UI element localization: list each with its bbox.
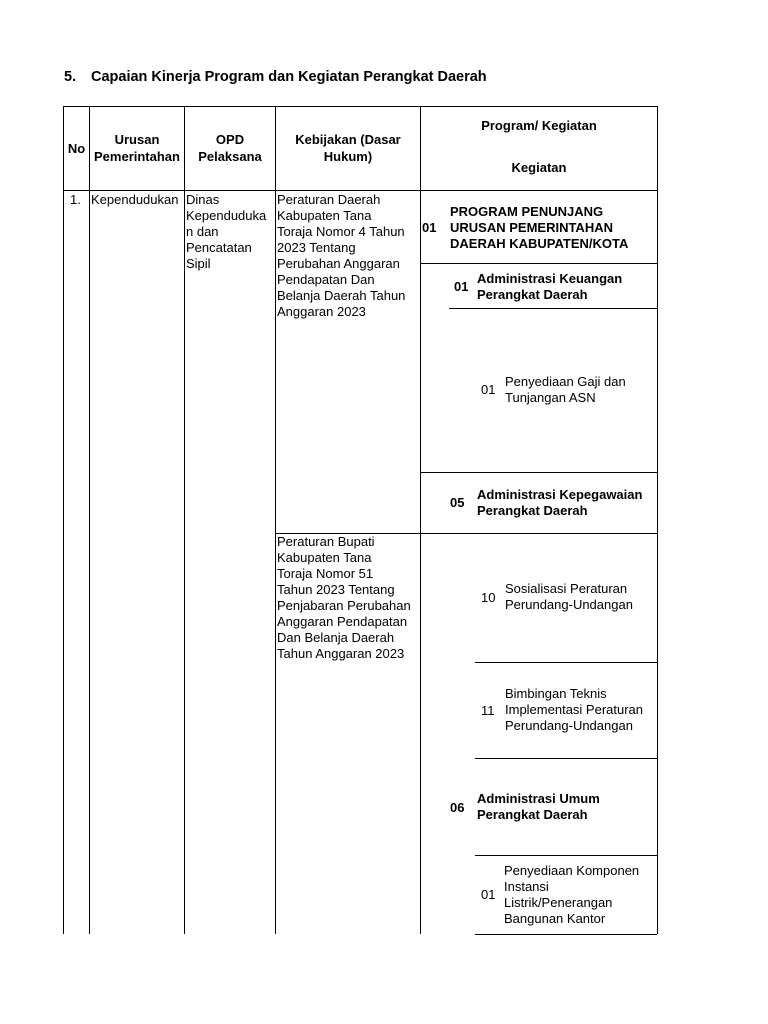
section-number: 5. bbox=[64, 69, 77, 85]
subkegiatan-divider bbox=[475, 855, 657, 856]
program-divider bbox=[420, 263, 657, 264]
program-code: 01 bbox=[422, 220, 437, 235]
row-urusan: Kependudukan bbox=[91, 192, 179, 207]
subkegiatan-divider bbox=[475, 758, 657, 759]
grid-top-border bbox=[63, 106, 658, 107]
subkegiatan-code: 10 bbox=[481, 590, 496, 605]
kegiatan-divider bbox=[420, 472, 657, 473]
subkegiatan-name: Penyediaan Gaji dan Tunjangan ASN bbox=[505, 374, 626, 405]
grid-col-divider bbox=[275, 106, 276, 934]
header-kegiatan: Kegiatan bbox=[511, 160, 567, 175]
header-program: Program/ Kegiatan bbox=[481, 118, 597, 133]
grid-col-divider bbox=[89, 106, 90, 934]
subkegiatan-name: Sosialisasi Peraturan Perundang-Undangan bbox=[505, 581, 633, 612]
kegiatan-divider bbox=[420, 533, 657, 534]
kegiatan-name: Administrasi Umum Perangkat Daerah bbox=[477, 791, 600, 822]
header-no: No bbox=[67, 141, 86, 156]
kegiatan-code: 06 bbox=[450, 800, 465, 815]
grid-left-border bbox=[63, 106, 64, 934]
subkegiatan-name: Bimbingan Teknis Implementasi Peraturan Perundang-Undangan bbox=[505, 686, 644, 733]
grid-col-divider bbox=[420, 106, 421, 934]
kegiatan-name: Administrasi Kepegawaian Perangkat Daerah bbox=[477, 487, 643, 518]
grid-col-divider bbox=[184, 106, 185, 934]
row-no: 1. bbox=[70, 192, 81, 207]
row-kebijakan-2: Peraturan Bupati Kabupaten Tana Toraja Nomor 51 Tahun 2023 Tentang Penjabaran Perubahan Anggaran Pendapatan Dan Belanja Daerah Tahun Anggaran 2023 bbox=[277, 534, 411, 661]
subkegiatan-code: 11 bbox=[481, 703, 495, 718]
section-title-text: Capaian Kinerja Program dan Kegiatan Perangkat Daerah bbox=[91, 69, 487, 85]
header-bottom-border bbox=[63, 190, 658, 191]
kegiatan-name: Administrasi Keuangan Perangkat Daerah bbox=[477, 271, 623, 302]
kegiatan-divider bbox=[449, 308, 657, 309]
header-kebijakan: Kebijakan (Dasar Hukum) bbox=[295, 132, 401, 164]
row-kebijakan-1: Peraturan Daerah Kabupaten Tana Toraja Nomor 4 Tahun 2023 Tentang Perubahan Anggaran Pendapatan Dan Belanja Daerah Tahun Anggaran 2023 bbox=[277, 192, 406, 319]
grid-right-border bbox=[657, 106, 658, 934]
kegiatan-code: 01 bbox=[454, 279, 469, 294]
subkegiatan-code: 01 bbox=[481, 887, 496, 902]
header-opd: OPD Pelaksana bbox=[198, 132, 262, 164]
kegiatan-code: 05 bbox=[450, 495, 465, 510]
subkegiatan-divider bbox=[475, 934, 657, 935]
subkegiatan-code: 01 bbox=[481, 382, 496, 397]
program-name: PROGRAM PENUNJANG URUSAN PEMERINTAHAN DAERAH KABUPATEN/KOTA bbox=[450, 204, 629, 251]
subkegiatan-divider bbox=[475, 662, 657, 663]
header-urusan: Urusan Pemerintahan bbox=[94, 132, 180, 164]
row-opd: Dinas Kependuduka n dan Pencatatan Sipil bbox=[186, 192, 267, 271]
section-title bbox=[64, 69, 487, 85]
subkegiatan-name: Penyediaan Komponen Instansi Listrik/Penerangan Bangunan Kantor bbox=[504, 863, 640, 926]
